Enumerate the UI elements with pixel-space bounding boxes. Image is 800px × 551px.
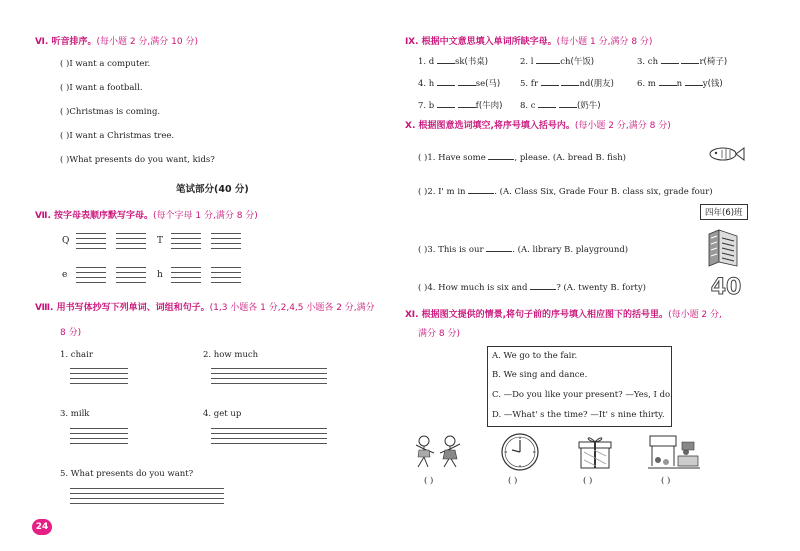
fill-item: 7. b f(牛肉): [418, 101, 503, 111]
blank[interactable]: [538, 99, 556, 108]
copy-item-label: 1. chair: [60, 350, 93, 360]
blank[interactable]: [488, 151, 514, 160]
letter-grid[interactable]: [116, 233, 146, 249]
section-6-heading: [35, 34, 198, 47]
section-7-title: Ⅶ. 按字母表顺序默写字母。: [35, 211, 154, 221]
fill-item: 4. h se(马): [418, 79, 501, 89]
page-number: 24: [32, 519, 52, 535]
section-11-heading: [405, 307, 722, 320]
item-text: Christmas is coming.: [69, 107, 161, 117]
letter-grid[interactable]: [211, 233, 241, 249]
writing-line[interactable]: [70, 488, 224, 504]
writing-line[interactable]: [211, 368, 327, 384]
choice-item: ( )1. Have some , please. (A. bread B. fish): [418, 153, 626, 163]
item-text: I want a computer.: [69, 59, 151, 69]
answer-paren[interactable]: ( ): [60, 107, 70, 117]
blank[interactable]: [458, 77, 476, 86]
option-a: A. We go to the fair.: [492, 351, 578, 361]
blank[interactable]: [458, 99, 476, 108]
section-9-heading: [405, 34, 652, 47]
options-box: [487, 346, 672, 427]
section-8-note: (1,3 小题各 1 分,2,4,5 小题各 2 分,满分: [209, 303, 375, 313]
section-11-note-cont: 满分 8 分): [418, 329, 460, 339]
section-8-title: Ⅷ. 用书写体抄写下列单词、词组和句子。: [35, 303, 210, 313]
writing-line[interactable]: [211, 428, 327, 444]
fair-scene-picture: [648, 432, 700, 472]
section-9-note: (每小题 1 分,满分 8 分): [556, 37, 653, 47]
blank[interactable]: [437, 77, 455, 86]
section-6-title: Ⅵ. 听音排序。: [35, 37, 97, 47]
blank[interactable]: [536, 55, 560, 64]
fill-item: 8. c (奶牛): [520, 101, 601, 111]
written-part-title: 笔试部分(40 分): [176, 184, 249, 195]
section-8-note-cont: 8 分): [60, 328, 82, 338]
writing-line[interactable]: [70, 428, 128, 444]
choice-item: ( )2. I' m in . (A. Class Six, Grade Four B. class six, grade four): [418, 187, 713, 197]
answer-paren[interactable]: ( ): [418, 283, 428, 293]
blank[interactable]: [685, 77, 703, 86]
picture-answer-paren[interactable]: ( ): [661, 476, 671, 486]
letter-e: e: [62, 270, 68, 280]
listen-item: [60, 155, 215, 165]
writing-line[interactable]: [70, 368, 128, 384]
blank[interactable]: [561, 77, 579, 86]
fill-item: 3. ch r(椅子): [637, 57, 728, 67]
fill-item: 2. l ch(午饭): [520, 57, 595, 67]
letter-grid[interactable]: [171, 267, 201, 283]
choice-item: ( )3. This is our . (A. library B. playground): [418, 245, 629, 255]
picture-answer-paren[interactable]: ( ): [424, 476, 434, 486]
blank[interactable]: [681, 55, 699, 64]
section-6-note: (每小题 2 分,满分 10 分): [96, 37, 198, 47]
fill-item: 5. fr nd(朋友): [520, 79, 614, 89]
blank[interactable]: [541, 77, 559, 86]
answer-paren[interactable]: ( ): [418, 187, 428, 197]
option-c: C. —Do you like your present? —Yes, I do.: [492, 390, 673, 400]
option-d: D. —What' s the time? —It' s nine thirty.: [492, 410, 665, 420]
blank[interactable]: [661, 55, 679, 64]
section-11-title: Ⅺ. 根据图文提供的情景,将句子前的序号填入相应图下的括号里。: [405, 310, 669, 320]
kids-dancing-picture: [410, 433, 466, 471]
option-b: B. We sing and dance.: [492, 370, 588, 380]
listen-item: [60, 107, 160, 117]
listen-item: [60, 83, 143, 93]
listen-item: [60, 59, 150, 69]
letter-grid[interactable]: [116, 267, 146, 283]
item-text: I want a football.: [69, 83, 143, 93]
section-10-note: (每小题 2 分,满分 8 分): [574, 121, 671, 131]
blank[interactable]: [468, 185, 494, 194]
letter-t: T: [157, 236, 164, 246]
gift-box-picture: [576, 434, 614, 472]
letter-q: Q: [62, 236, 70, 246]
answer-paren[interactable]: ( ): [60, 131, 70, 141]
number-forty-picture: [706, 274, 746, 298]
letter-h: h: [157, 270, 163, 280]
answer-paren[interactable]: ( ): [418, 153, 428, 163]
section-11-note: (每小题 2 分,: [668, 310, 722, 320]
section-10-heading: [405, 118, 671, 131]
fill-item: 1. d sk(书桌): [418, 57, 489, 67]
section-10-title: Ⅹ. 根据图意选词填空,将序号填入括号内。: [405, 121, 575, 131]
blank[interactable]: [486, 243, 512, 252]
item-text: I want a Christmas tree.: [69, 131, 175, 141]
letter-grid[interactable]: [76, 267, 106, 283]
blank[interactable]: [530, 281, 556, 290]
fill-item: 6. m n y(钱): [637, 79, 723, 89]
section-7-note: (每个字母 1 分,满分 8 分): [153, 211, 258, 221]
picture-answer-paren[interactable]: ( ): [583, 476, 593, 486]
letter-grid[interactable]: [171, 233, 201, 249]
answer-paren[interactable]: ( ): [418, 245, 428, 255]
section-8-heading: [35, 300, 375, 313]
blank[interactable]: [559, 99, 577, 108]
letter-grid[interactable]: [76, 233, 106, 249]
section-7-heading: [35, 208, 258, 221]
copy-item-label: 2. how much: [203, 350, 259, 360]
answer-paren[interactable]: ( ): [60, 59, 70, 69]
item-text: What presents do you want, kids?: [69, 155, 215, 165]
fish-icon: [706, 144, 746, 164]
class-sign: 四年(6)班: [700, 204, 748, 220]
letter-grid[interactable]: [211, 267, 241, 283]
copy-item-label: 4. get up: [203, 409, 242, 419]
picture-answer-paren[interactable]: ( ): [508, 476, 518, 486]
copy-item-label: 3. milk: [60, 409, 90, 419]
number-forty-text: 40: [710, 275, 742, 298]
library-icon: [705, 226, 741, 268]
answer-paren[interactable]: ( ): [60, 83, 70, 93]
blank[interactable]: [437, 99, 455, 108]
listen-item: [60, 131, 174, 141]
copy-item-label: 5. What presents do you want?: [60, 469, 194, 479]
choice-item: ( )4. How much is six and ? (A. twenty B. forty): [418, 283, 646, 293]
answer-paren[interactable]: ( ): [60, 155, 70, 165]
blank[interactable]: [659, 77, 677, 86]
section-9-title: Ⅸ. 根据中文意思填入单词所缺字母。: [405, 37, 557, 47]
clock-picture: [498, 432, 542, 472]
blank[interactable]: [437, 55, 455, 64]
